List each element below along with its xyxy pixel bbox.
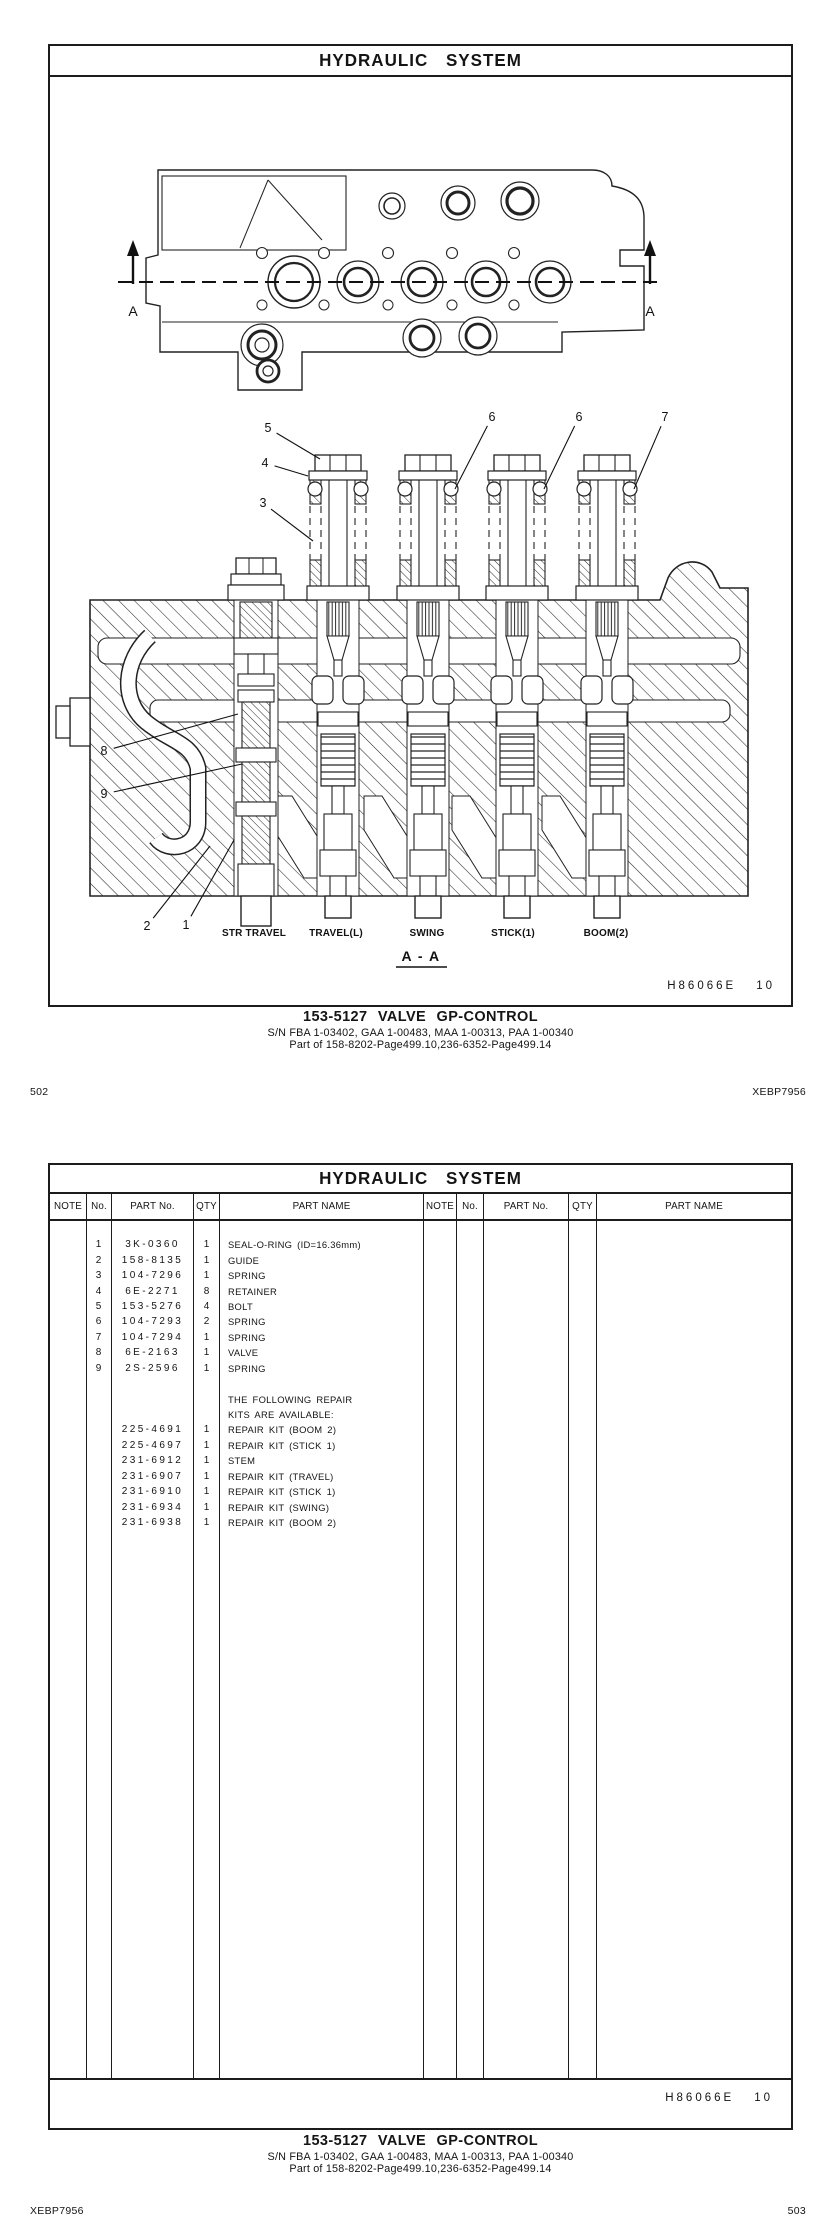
table-cell: 231-6910 [121, 1486, 184, 1498]
table-cell: 1 [203, 1424, 210, 1436]
page1-drawing-ref [48, 980, 793, 992]
table-cell: 4 [203, 1300, 210, 1312]
page2-bottom-strip [50, 2076, 791, 2128]
page2-footer-right: 503 [787, 2205, 806, 2217]
valve-assembly-diagram [48, 75, 793, 1007]
spool-label: STICK(1) [491, 928, 535, 939]
table-cell: 158-8135 [121, 1254, 184, 1266]
callout-5: 5 [264, 421, 272, 435]
table-row [50, 1268, 425, 1283]
table-cell: REPAIR KIT (STICK 1) [228, 1486, 336, 1498]
section-marker-a: A [645, 303, 655, 319]
table-cell: 1 [203, 1254, 210, 1266]
col-part-no-2: PART No. [484, 1194, 569, 1219]
table-cell: SPRING [228, 1316, 266, 1328]
callout-leader [271, 509, 313, 541]
col-qty: QTY [194, 1194, 220, 1219]
callout-9: 9 [100, 787, 108, 801]
table-cell: 6E-2163 [125, 1347, 180, 1359]
table-row [50, 1484, 425, 1499]
sheet-number: 10 [756, 980, 775, 992]
spool-label: STR TRAVEL [221, 928, 287, 939]
table-cell: SPRING [228, 1331, 266, 1343]
col-part-name-2: PART NAME [665, 1201, 723, 1212]
table-cell: REPAIR KIT (TRAVEL) [228, 1470, 334, 1482]
callout-3: 3 [259, 496, 267, 510]
col-no: No. [87, 1194, 112, 1219]
table-cell: 2S-2596 [125, 1362, 180, 1374]
table-cell: KITS ARE AVAILABLE: [228, 1409, 334, 1421]
table-row [50, 1407, 425, 1422]
caption-partof: Part of 158-8202-Page499.10,236-6352-Page499.14 [289, 2162, 552, 2175]
table-cell: REPAIR KIT (SWING) [228, 1501, 330, 1513]
page1-caption [48, 1010, 793, 1051]
table-cell: 104-7294 [121, 1331, 184, 1343]
parts-table-rows [50, 1221, 425, 1530]
table-row [50, 1361, 425, 1376]
table-cell: 8 [95, 1347, 103, 1359]
table-cell: 1 [203, 1501, 210, 1513]
table-cell: SEAL-O-RING (ID=16.36mm) [228, 1239, 361, 1251]
table-cell: RETAINER [228, 1285, 278, 1297]
table-cell: 1 [203, 1470, 210, 1482]
table-row [50, 1499, 425, 1514]
callout-leader [277, 433, 320, 459]
page2-frame [48, 1163, 793, 2130]
callout-4: 4 [261, 456, 269, 470]
page2-caption [48, 2134, 793, 2175]
table-cell: 1 [203, 1270, 210, 1282]
table-cell: SPRING [228, 1270, 266, 1282]
table-cell: 231-6912 [121, 1455, 184, 1467]
table-cell: 7 [95, 1331, 103, 1343]
table-row [50, 1453, 425, 1468]
table-cell: BOLT [228, 1300, 253, 1312]
col-qty-2: QTY [569, 1194, 597, 1219]
table-cell: 1 [95, 1239, 103, 1251]
table-cell: 1 [203, 1362, 210, 1374]
table-cell: 1 [203, 1517, 210, 1529]
table-row [50, 1330, 425, 1345]
sheet-number: 10 [754, 2092, 773, 2104]
table-cell: 104-7293 [121, 1316, 184, 1328]
callout-leader [455, 426, 487, 489]
spool-label: TRAVEL(L) [309, 928, 363, 939]
section-view [56, 455, 748, 926]
table-cell: 6E-2271 [125, 1285, 180, 1297]
table-cell: 5 [95, 1300, 103, 1312]
table-row [50, 1515, 425, 1530]
table-cell: 1 [203, 1347, 210, 1359]
table-cell: 1 [203, 1239, 210, 1251]
table-cell: 153-5276 [121, 1300, 184, 1312]
table-cell: 9 [95, 1362, 103, 1374]
callout-8: 8 [100, 744, 108, 758]
table-cell: 3 [95, 1270, 103, 1282]
col-note: NOTE [50, 1194, 87, 1219]
table-row [50, 1237, 425, 1252]
table-row [50, 1376, 425, 1391]
table-row [50, 1299, 425, 1314]
page2-drawing-ref [665, 2092, 773, 2104]
col-part-no: PART No. [112, 1194, 194, 1219]
table-row [50, 1438, 425, 1453]
table-row [50, 1469, 425, 1484]
callout-1: 1 [182, 918, 190, 932]
callout-7: 7 [661, 410, 669, 424]
section-marker-a: A [128, 303, 138, 319]
table-cell: 3K-0360 [125, 1239, 180, 1251]
table-row [50, 1252, 425, 1267]
callout-2: 2 [143, 919, 151, 933]
table-cell: THE FOLLOWING REPAIR [228, 1393, 353, 1405]
plan-view [118, 170, 664, 390]
table-cell: 1 [203, 1455, 210, 1467]
table-row [50, 1314, 425, 1329]
table-cell: 2 [95, 1254, 103, 1266]
spool-str-travel [228, 558, 284, 926]
callout-leader [634, 426, 661, 489]
spool-label: SWING [409, 928, 445, 939]
callout-6: 6 [575, 410, 583, 424]
table-cell: 2 [203, 1316, 210, 1328]
table-cell: STEM [228, 1455, 256, 1467]
page2-footer-left: XEBP7956 [30, 2205, 84, 2217]
parts-table-header [50, 1194, 791, 1221]
table-cell: 4 [95, 1285, 103, 1297]
callout-leader [544, 426, 575, 489]
table-cell: 231-6934 [121, 1501, 184, 1513]
table-cell: REPAIR KIT (BOOM 2) [228, 1517, 337, 1529]
table-cell: 6 [95, 1316, 103, 1328]
table-cell: 8 [203, 1285, 210, 1297]
col-note-2: NOTE [424, 1194, 457, 1219]
table-cell: REPAIR KIT (BOOM 2) [228, 1424, 337, 1436]
caption-partof: Part of 158-8202-Page499.10,236-6352-Page499.14 [289, 1038, 552, 1051]
page2-title: HYDRAULIC SYSTEM [319, 1168, 522, 1188]
callout-leader [275, 466, 308, 476]
col-no-2: No. [457, 1194, 484, 1219]
caption-title: 153-5127 VALVE GP-CONTROL [303, 1009, 538, 1025]
page1-footer-left: 502 [30, 1086, 49, 1098]
col-part-name: PART NAME [220, 1194, 424, 1219]
page1-footer-right: XEBP7956 [752, 1086, 806, 1098]
table-cell: 104-7296 [121, 1270, 184, 1282]
table-row [50, 1422, 425, 1437]
page1-title-bar [50, 46, 791, 77]
table-cell: REPAIR KIT (STICK 1) [228, 1439, 336, 1451]
drawing-code: H86066E [665, 2092, 735, 2104]
table-cell: 225-4691 [121, 1424, 184, 1436]
caption-serial: S/N FBA 1-03402, GAA 1-00483, MAA 1-00313, PAA 1-00340 [267, 1026, 574, 1039]
caption-serial: S/N FBA 1-03402, GAA 1-00483, MAA 1-00313, PAA 1-00340 [267, 2150, 574, 2163]
table-cell: 1 [203, 1486, 210, 1498]
table-row [50, 1283, 425, 1298]
page1-title: HYDRAULIC SYSTEM [319, 50, 522, 70]
table-row [50, 1345, 425, 1360]
table-cell: GUIDE [228, 1254, 260, 1266]
caption-title: 153-5127 VALVE GP-CONTROL [303, 2133, 538, 2149]
table-cell: 231-6938 [121, 1517, 184, 1529]
page2-title-bar [50, 1165, 791, 1194]
table-cell: 1 [203, 1439, 210, 1451]
section-view-label: A - A [401, 948, 441, 964]
table-cell: 1 [203, 1331, 210, 1343]
table-cell: 225-4697 [121, 1439, 184, 1451]
spool-label: BOOM(2) [583, 928, 629, 939]
table-cell: SPRING [228, 1362, 266, 1374]
table-cell: 231-6907 [121, 1470, 184, 1482]
callout-6: 6 [488, 410, 496, 424]
drawing-code: H86066E [667, 980, 737, 992]
table-row [50, 1391, 425, 1406]
table-cell: VALVE [228, 1347, 259, 1359]
